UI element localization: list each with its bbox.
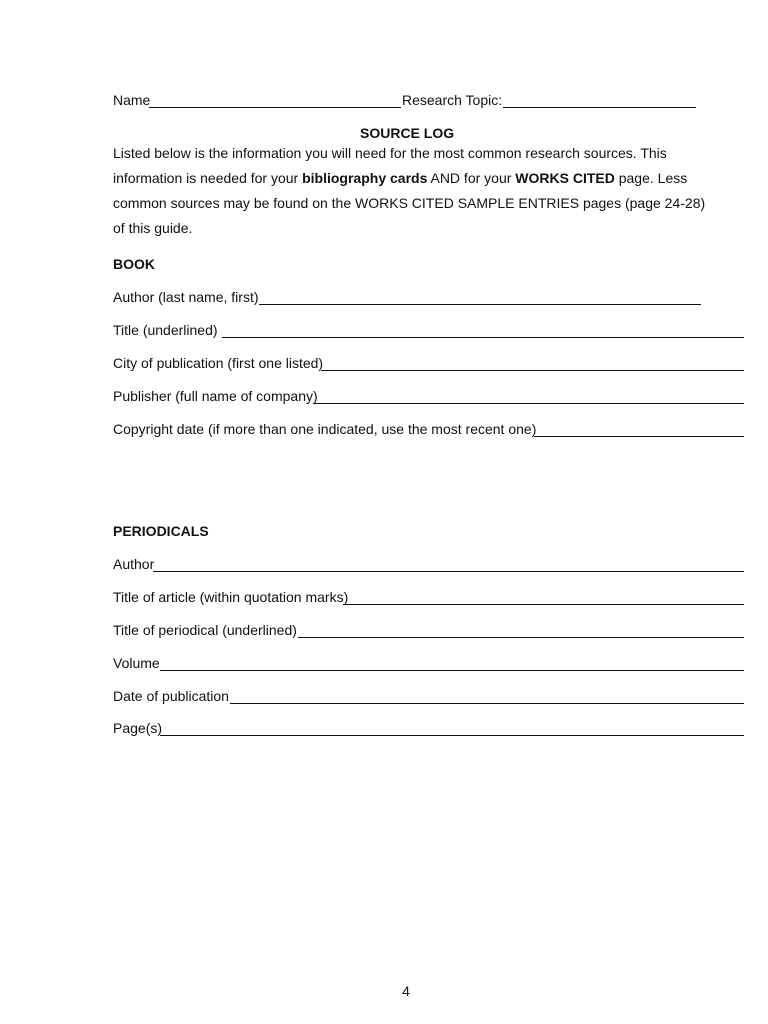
book-author-input[interactable] [259, 304, 701, 305]
book-title-input[interactable] [222, 337, 744, 338]
name-field[interactable] [149, 107, 401, 108]
field-label: Title (underlined) [113, 322, 218, 338]
periodical-author-input[interactable] [153, 571, 744, 572]
field-label: Publisher (full name of company) [113, 388, 318, 404]
pages-input[interactable] [160, 735, 744, 736]
intro-line-1: Listed below is the information you will need for the most common research sources. This [113, 145, 667, 161]
periodicals-heading: PERIODICALS [113, 523, 209, 539]
book-city-field [113, 355, 745, 373]
intro-text: page. Less [614, 170, 688, 186]
field-label: Title of article (within quotation marks) [113, 589, 349, 605]
field-label: Author [113, 556, 155, 572]
field-label: City of publication (first one listed) [113, 355, 324, 371]
date-of-publication-field [113, 688, 745, 706]
pages-field [113, 720, 745, 738]
field-label: Copyright date (if more than one indicated, use the most recent one) [113, 421, 537, 437]
intro-paragraph [113, 141, 713, 241]
page-number: 4 [402, 983, 410, 999]
book-city-input[interactable] [321, 370, 744, 371]
intro-text: AND for your [427, 170, 516, 186]
book-publisher-input[interactable] [313, 403, 744, 404]
field-label: Volume [113, 655, 160, 671]
research-topic-field[interactable] [503, 107, 696, 108]
volume-field [113, 655, 745, 673]
field-label: Date of publication [113, 688, 229, 704]
field-label: Page(s) [113, 720, 163, 736]
book-copyright-input[interactable] [534, 436, 744, 437]
periodical-title-field [113, 622, 745, 640]
article-title-input[interactable] [343, 604, 744, 605]
field-label: Author (last name, first) [113, 289, 259, 305]
name-label: Name [113, 92, 151, 108]
page-title: SOURCE LOG [360, 125, 455, 141]
book-title-field [113, 322, 745, 340]
volume-input[interactable] [160, 670, 744, 671]
book-publisher-field [113, 388, 745, 406]
article-title-field [113, 589, 745, 607]
book-copyright-field [113, 421, 745, 439]
periodical-author-field [113, 556, 745, 574]
periodical-title-input[interactable] [298, 637, 744, 638]
date-of-publication-input[interactable] [230, 703, 744, 704]
bibliography-cards-emphasis: bibliography cards [302, 170, 428, 186]
book-author-field [113, 289, 703, 307]
book-heading: BOOK [113, 256, 155, 272]
works-cited-emphasis: WORKS CITED [515, 170, 615, 186]
intro-text: information is needed for your [113, 170, 303, 186]
intro-line-3: common sources may be found on the WORKS CITED SAMPLE ENTRIES pages (page 24-28) [113, 195, 706, 211]
field-label: Title of periodical (underlined) [113, 622, 297, 638]
intro-line-2 [113, 166, 713, 191]
research-topic-label: Research Topic: [402, 92, 503, 108]
intro-line-4: of this guide. [113, 220, 193, 236]
